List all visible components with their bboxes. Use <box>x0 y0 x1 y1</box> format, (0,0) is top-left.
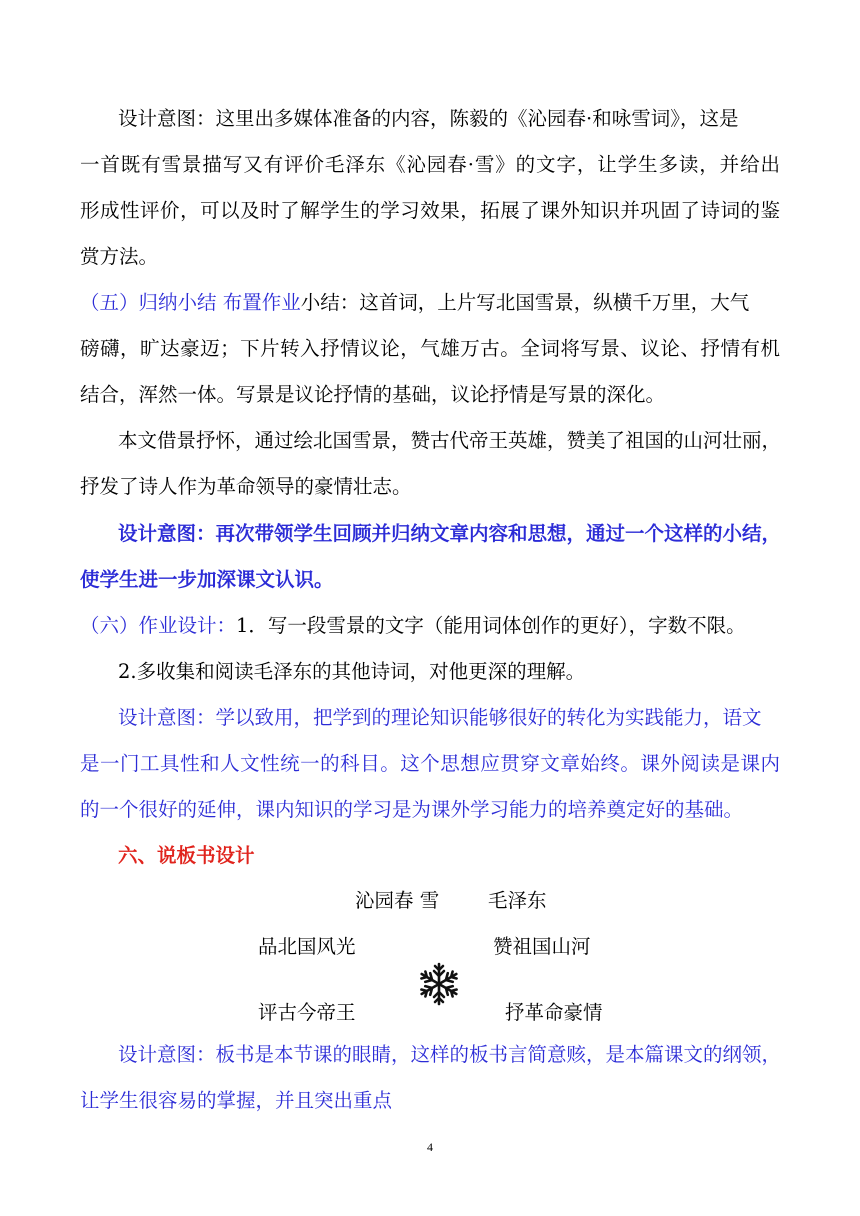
board-heading: 六、说板书设计 <box>118 844 255 867</box>
snowflake-icon <box>417 962 461 1006</box>
para3-line2: 抒发了诗人作为革命领导的豪情壮志。 <box>80 475 412 498</box>
intent4-line2: 让学生很容易的掌握，并且突出重点 <box>80 1089 393 1112</box>
para1-line3: 形成性评价，可以及时了解学生的学习效果，拓展了课外知识并巩固了诗词的鉴 <box>80 199 780 222</box>
section5-line3: 结合，浑然一体。写景是议论抒情的基础，议论抒情是写景的深化。 <box>80 383 666 406</box>
intent2-line1: 设计意图：再次带领学生回顾并归纳文章内容和思想，通过一个这样的小结， <box>118 522 782 545</box>
para1-line2: 一首既有雪景描写又有评价毛泽东《沁园春·雪》的文字，让学生多读，并给出 <box>80 153 780 176</box>
board-left-top: 品北国风光 <box>258 935 356 958</box>
intent4-line1: 设计意图：板书是本节课的眼睛，这样的板书言简意赅，是本篇课文的纲领， <box>118 1043 782 1066</box>
board-author: 毛泽东 <box>488 889 547 912</box>
intent3-line3: 的一个很好的延伸，课内知识的学习是为课外学习能力的培养奠定好的基础。 <box>80 798 744 821</box>
section5-line1 <box>80 289 749 317</box>
section6-task1: 1．写一段雪景的文字（能用词体创作的更好），字数不限。 <box>236 614 746 637</box>
section6-task2: 2.多收集和阅读毛泽东的其他诗词，对他更深的理解。 <box>118 660 586 683</box>
board-left-bottom: 评古今帝王 <box>258 1001 356 1024</box>
intent3-line1: 设计意图：学以致用，把学到的理论知识能够很好的转化为实践能力，语文 <box>118 706 762 729</box>
intent3-line2: 是一门工具性和人文性统一的科目。这个思想应贯穿文章始终。课外阅读是课内 <box>80 752 780 775</box>
section5-line2: 磅礴，旷达豪迈；下片转入抒情议论，气雄万古。全词将写景、议论、抒情有机 <box>80 337 780 360</box>
intent2-line2: 使学生进一步加深课文认识。 <box>80 568 334 591</box>
para1-line1: 设计意图：这里出多媒体准备的内容，陈毅的《沁园春·和咏雪词》，这是 <box>118 107 739 130</box>
section5-heading: （五）归纳小结 布置作业 <box>80 291 301 314</box>
para3-line1: 本文借景抒怀，通过绘北国雪景，赞古代帝王英雄，赞美了祖国的山河壮丽， <box>118 429 782 452</box>
section5-summary: 小结：这首词，上片写北国雪景，纵横千万里，大气 <box>300 291 750 314</box>
page-number: 4 <box>427 1140 433 1154</box>
board-right-top: 赞祖国山河 <box>493 935 591 958</box>
para1-line4: 赏方法。 <box>80 245 159 268</box>
board-title: 沁园春 雪 <box>355 889 440 912</box>
section6-line1 <box>80 612 746 640</box>
section6-heading: （六）作业设计： <box>80 614 237 637</box>
board-right-bottom: 抒革命豪情 <box>505 1001 603 1024</box>
